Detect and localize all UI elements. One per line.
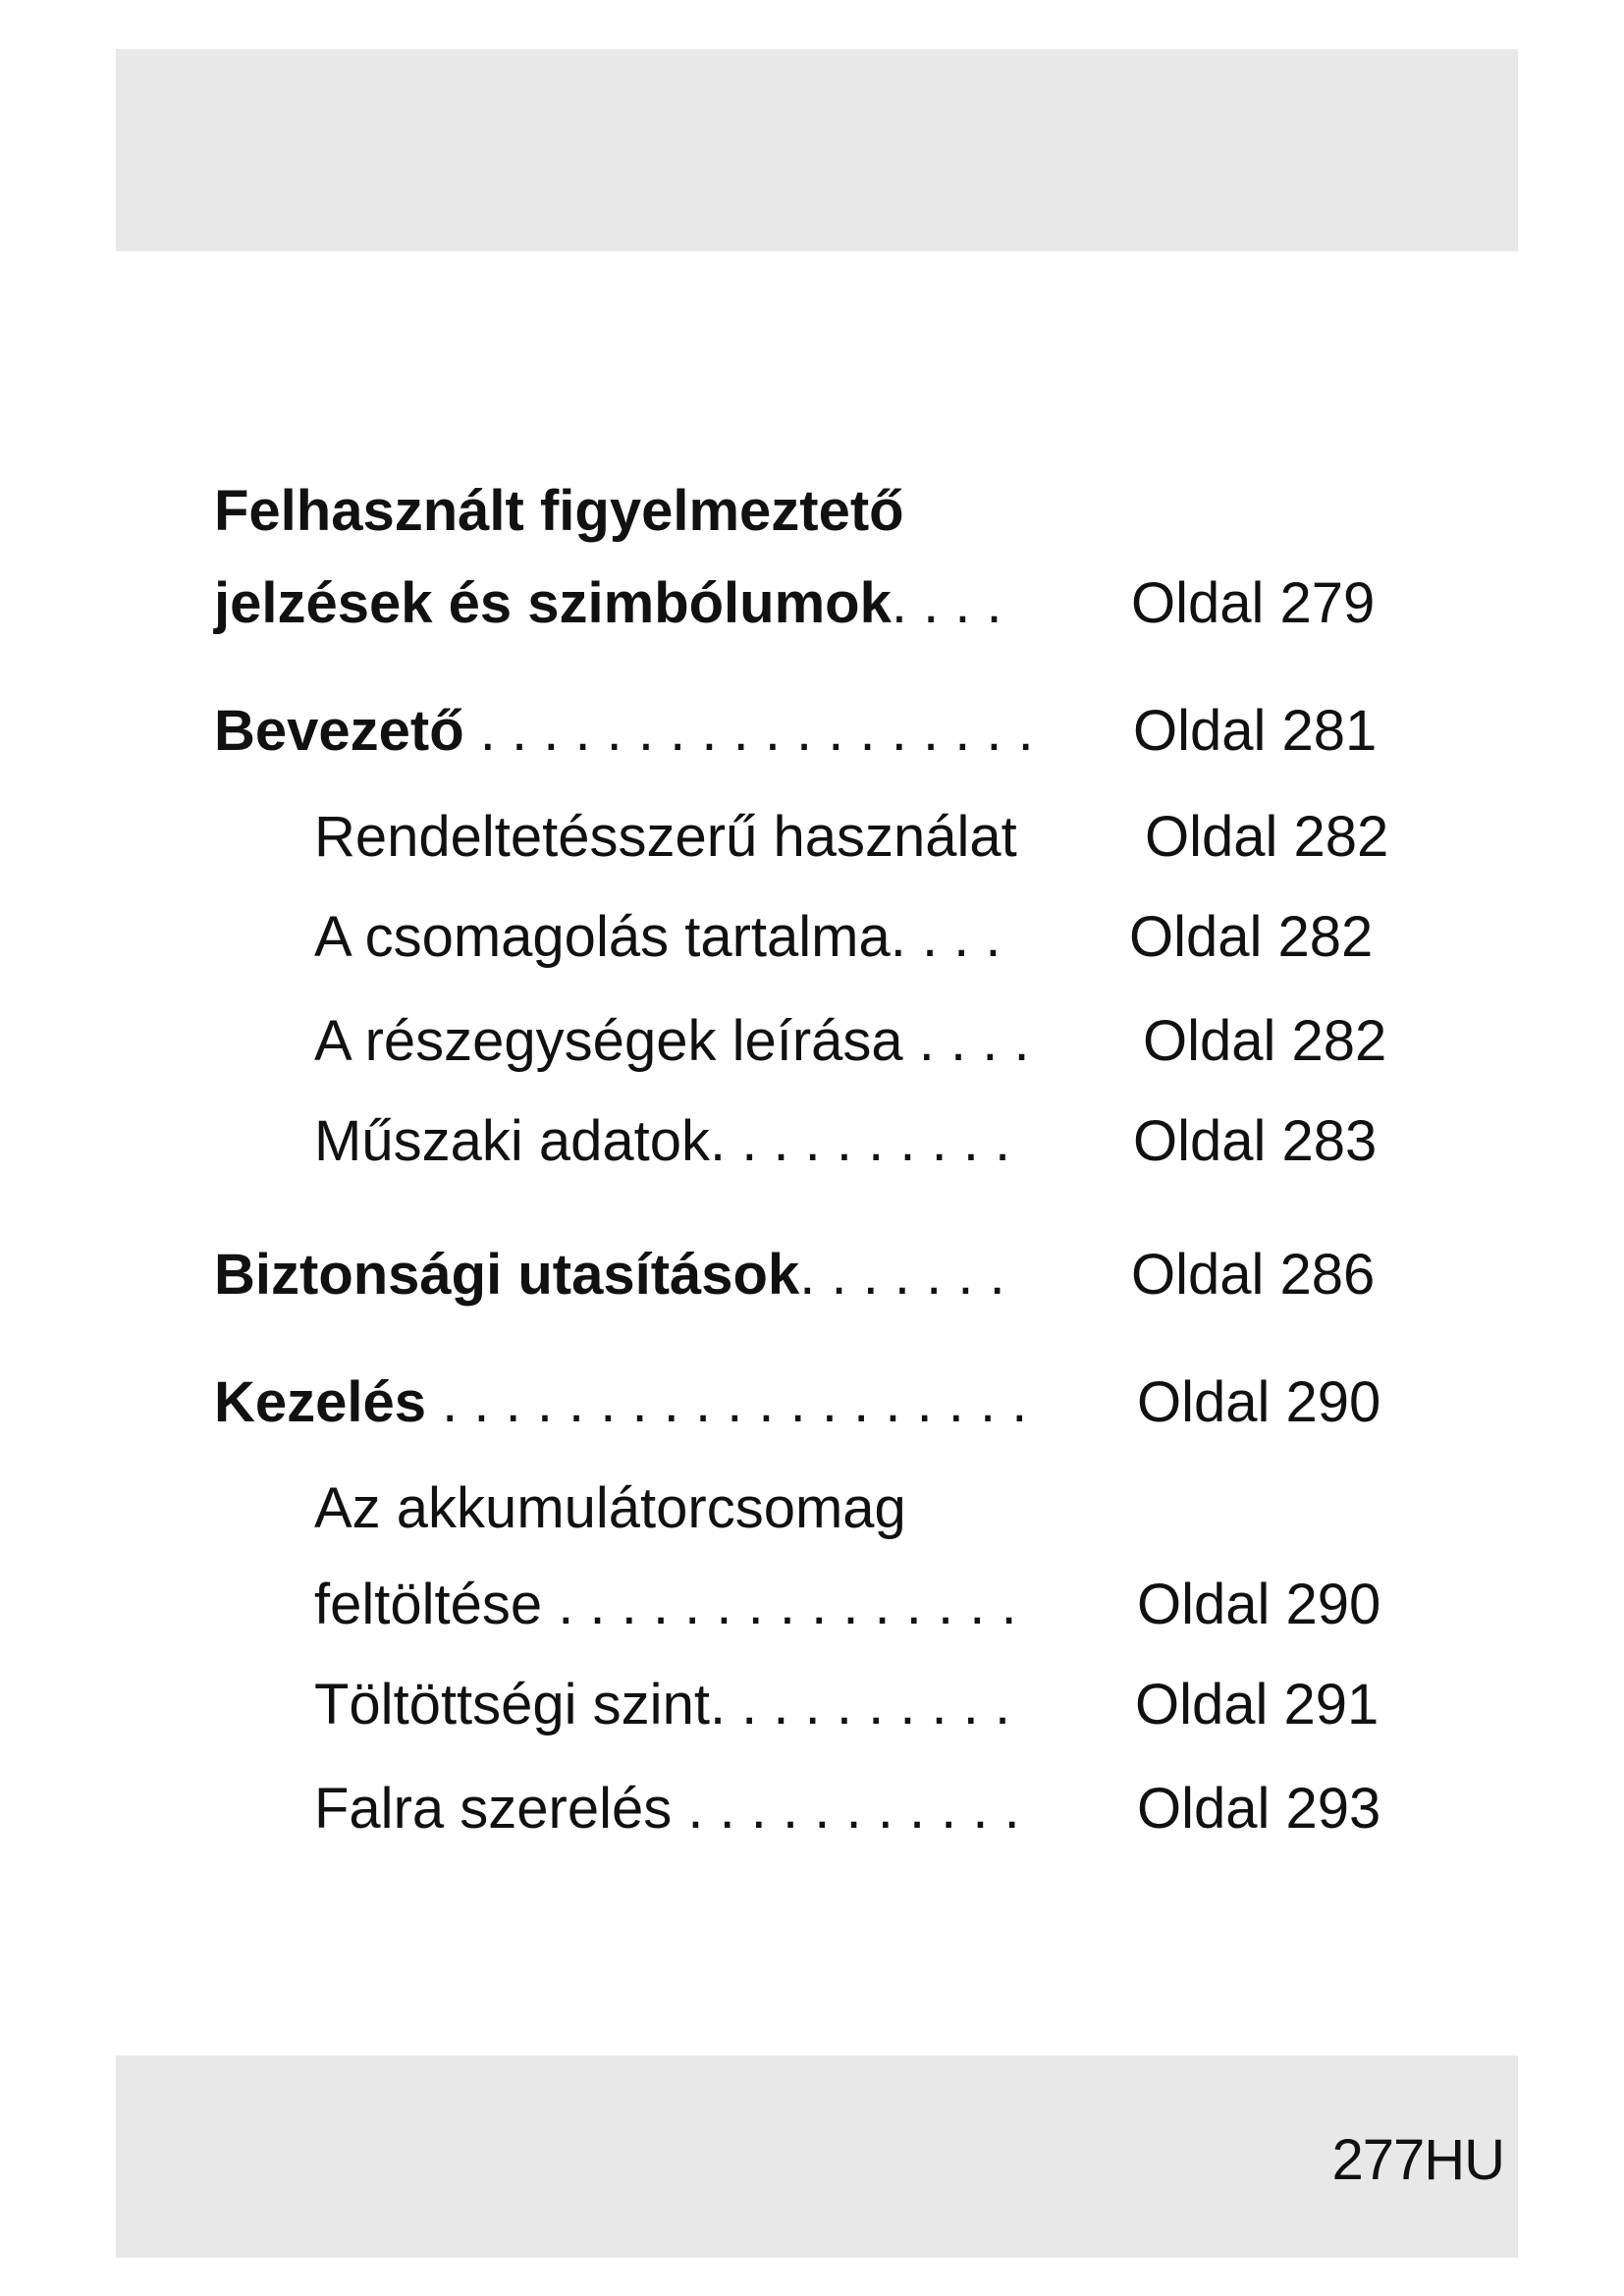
toc-page-ref: Oldal 282 <box>1145 805 1389 869</box>
toc-dot-leader: . . . . . . . . . . . . . . . <box>542 1573 1017 1636</box>
toc-entry[interactable] <box>314 1109 1378 1173</box>
toc-entry-title: feltöltése <box>314 1573 543 1636</box>
toc-entry-title: Műszaki adatok <box>314 1109 710 1173</box>
toc-entry[interactable] <box>214 699 1378 763</box>
toc-entry[interactable] <box>314 1573 1381 1636</box>
toc-page-ref: Oldal 293 <box>1137 1777 1381 1841</box>
toc-entry-title: Kezelés <box>214 1370 427 1434</box>
toc-entry[interactable] <box>214 1370 1381 1434</box>
toc-entry-title: jelzések és szimbólumok <box>214 571 892 635</box>
toc-page-ref: Oldal 281 <box>1133 699 1378 763</box>
toc-dot-leader: . . . . . . . . . . <box>709 1109 1011 1173</box>
toc-entry-title: Biztonsági utasítások <box>214 1243 800 1307</box>
toc-page-ref: Oldal 290 <box>1137 1573 1381 1636</box>
header-band <box>116 49 1518 251</box>
toc-entry[interactable] <box>314 905 1374 969</box>
toc-entry-title: Töltöttségi szint <box>314 1673 710 1736</box>
toc-entry[interactable] <box>314 805 1389 869</box>
toc-dot-leader: . . . . . . . <box>799 1243 1005 1307</box>
toc-dot-leader: . . . . . . . . . . . . . . . . . . <box>463 699 1034 763</box>
footer-band <box>116 2056 1518 2258</box>
toc-entry-title: A csomagolás tartalma <box>314 905 891 969</box>
toc-dot-leader: . . . . . . . . . . . <box>672 1777 1020 1841</box>
toc-entry-title: Az akkumulátorcsomag <box>314 1476 906 1540</box>
toc-entry-title: Felhasznált figyelmeztető <box>214 479 904 543</box>
toc-page-ref: Oldal 286 <box>1131 1243 1376 1307</box>
toc-dot-leader: . . . . <box>902 1009 1030 1073</box>
toc-entry-line <box>214 479 904 543</box>
page-number: 277HU <box>1331 2128 1504 2192</box>
toc-entry-title: Falra szerelés <box>314 1777 673 1841</box>
toc-page-ref: Oldal 279 <box>1131 571 1376 635</box>
toc-dot-leader: . . . . . . . . . . <box>709 1673 1011 1736</box>
toc-entry[interactable] <box>314 1777 1381 1841</box>
toc-entry-line <box>314 1476 906 1540</box>
toc-entry[interactable] <box>214 1243 1376 1307</box>
toc-entry[interactable] <box>314 1009 1387 1073</box>
toc-entry[interactable] <box>314 1673 1380 1736</box>
toc-dot-leader: . . . . . . . . . . . . . . . . . . . <box>426 1370 1028 1434</box>
toc-dot-leader: . . . . <box>891 571 1002 635</box>
toc-page-ref: Oldal 282 <box>1129 905 1374 969</box>
toc-page-ref: Oldal 291 <box>1135 1673 1380 1736</box>
toc-entry-title: Bevezető <box>214 699 464 763</box>
toc-entry[interactable] <box>214 571 1376 635</box>
toc-page-ref: Oldal 283 <box>1133 1109 1378 1173</box>
toc-page-ref: Oldal 290 <box>1137 1370 1381 1434</box>
toc-entry-title: Rendeltetésszerű használat <box>314 805 1017 869</box>
toc-dot-leader: . . . . <box>890 905 1001 969</box>
toc-entry-title: A részegységek leírása <box>314 1009 903 1073</box>
toc-page-ref: Oldal 282 <box>1143 1009 1387 1073</box>
